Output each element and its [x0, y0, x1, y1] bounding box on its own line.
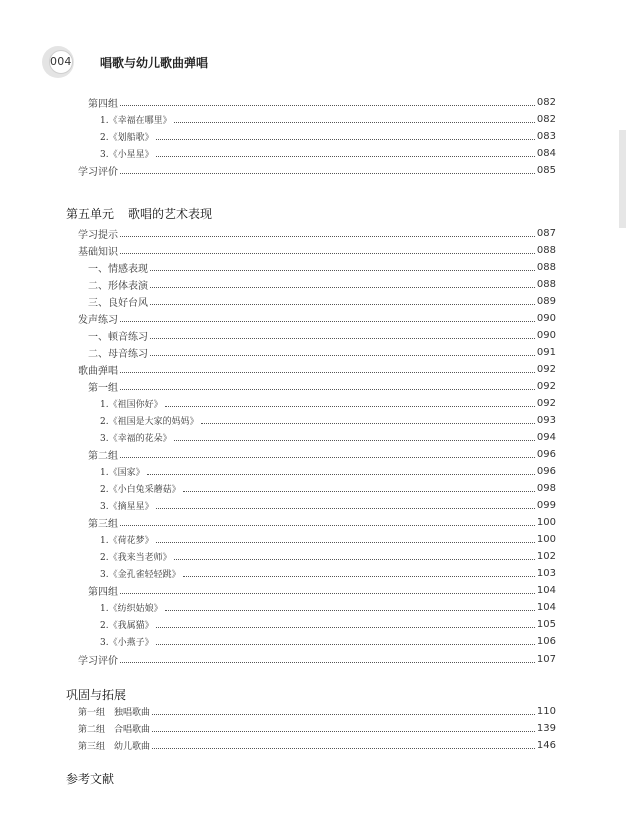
- toc-leader-dots: [120, 593, 535, 594]
- toc-leader-dots: [201, 423, 535, 424]
- toc-entry-label: 2.《祖国是大家的妈妈》: [100, 416, 199, 427]
- toc-entry-label: 二、形体表演: [88, 280, 148, 292]
- toc-leader-dots: [165, 610, 535, 611]
- toc-entry-label: 2.《我属猫》: [100, 620, 154, 631]
- toc-leader-dots: [120, 236, 535, 237]
- toc-page-number: 103: [536, 567, 556, 579]
- toc-leader-dots: [120, 525, 535, 526]
- toc-leader-dots: [183, 491, 535, 492]
- toc-entry-label: 第二组 合唱歌曲: [78, 724, 151, 735]
- toc-page-number: 096: [536, 448, 556, 460]
- toc-entry-label: 2.《划船歌》: [100, 132, 154, 143]
- toc-page-number: 089: [536, 295, 556, 307]
- toc-leader-dots: [152, 731, 535, 732]
- unit-name: 歌唱的艺术表现: [128, 207, 213, 221]
- toc-entry-label: 2.《我来当老师》: [100, 552, 172, 563]
- toc-entry-subsection[interactable]: [88, 276, 556, 292]
- toc-entry-label: 学习提示: [78, 229, 118, 241]
- toc-entry-song[interactable]: [100, 463, 556, 479]
- toc-entry-section[interactable]: [78, 242, 556, 258]
- toc-entry-song[interactable]: [100, 145, 556, 161]
- toc-entry-label: 1.《荷花梦》: [100, 535, 154, 546]
- toc-entry-label: 1.《祖国你好》: [100, 399, 163, 410]
- toc-entry-consolidation[interactable]: [78, 720, 556, 736]
- toc-page-number: 104: [536, 584, 556, 596]
- toc-entry-label: 三、良好台风: [88, 297, 148, 309]
- toc-entry-label: 第一组: [88, 382, 118, 394]
- toc-page-number: 088: [536, 244, 556, 256]
- toc-entry-label: 2.《小白兔采蘑菇》: [100, 484, 181, 495]
- toc-entry-label: 第三组: [88, 518, 118, 530]
- toc-entry-song[interactable]: [100, 395, 556, 411]
- toc-entry-label: 第三组 幼儿歌曲: [78, 741, 151, 752]
- toc-leader-dots: [120, 105, 535, 106]
- toc-entry-subsection[interactable]: [88, 259, 556, 275]
- toc-leader-dots: [150, 287, 535, 288]
- toc-page-number: 092: [536, 397, 556, 409]
- toc-page-number: 146: [536, 739, 556, 751]
- toc-leader-dots: [156, 627, 535, 628]
- toc-entry-song[interactable]: [100, 429, 556, 445]
- toc-entry-label: 歌曲弹唱: [78, 365, 118, 377]
- toc-entry-label: 学习评价: [78, 655, 118, 667]
- toc-entry-label: 基础知识: [78, 246, 118, 258]
- toc-leader-dots: [174, 440, 535, 441]
- unit-number: 第五单元: [66, 207, 115, 221]
- toc-leader-dots: [120, 321, 535, 322]
- toc-page-number: 110: [536, 705, 556, 717]
- toc-leader-dots: [120, 389, 535, 390]
- toc-entry-song[interactable]: [100, 633, 556, 649]
- toc-leader-dots: [150, 304, 535, 305]
- toc-entry-subsection[interactable]: [88, 293, 556, 309]
- toc-leader-dots: [152, 748, 535, 749]
- toc-entry-label: 一、情感表现: [88, 263, 148, 275]
- page-header: [40, 46, 600, 78]
- toc-entry-label: 发声练习: [78, 314, 118, 326]
- toc-page-number: 091: [536, 346, 556, 358]
- toc-entry-label: 第一组 独唱歌曲: [78, 707, 151, 718]
- toc-entry-song[interactable]: [100, 599, 556, 615]
- toc-page-number: 088: [536, 278, 556, 290]
- toc-entry-label: 1.《幸福在哪里》: [100, 115, 172, 126]
- toc-entry-section[interactable]: [78, 162, 556, 178]
- toc-page-number: 092: [536, 380, 556, 392]
- page-number-badge: [42, 46, 74, 78]
- toc-entry-section[interactable]: [78, 651, 556, 667]
- toc-page-number: 087: [536, 227, 556, 239]
- toc-entry-label: 1.《纺织姑娘》: [100, 603, 163, 614]
- toc-entry-label: 3.《幸福的花朵》: [100, 433, 172, 444]
- toc-page-number: 088: [536, 261, 556, 273]
- toc-entry-subsection[interactable]: [88, 344, 556, 360]
- book-title: 唱歌与幼儿歌曲弹唱: [100, 56, 209, 70]
- toc-entry-group[interactable]: [88, 94, 556, 110]
- toc-page-number: 104: [536, 601, 556, 613]
- toc-page-number: 100: [536, 533, 556, 545]
- consolidation-title[interactable]: 巩固与拓展: [66, 688, 127, 702]
- toc-entry-song[interactable]: [100, 531, 556, 547]
- toc-entry-song[interactable]: [100, 616, 556, 632]
- toc-entry-group[interactable]: [88, 446, 556, 462]
- toc-entry-song[interactable]: [100, 480, 556, 496]
- toc-leader-dots: [120, 662, 535, 663]
- toc-leader-dots: [120, 372, 535, 373]
- toc-page-number: 083: [536, 130, 556, 142]
- toc-entry-group[interactable]: [88, 378, 556, 394]
- toc-entry-label: 3.《金孔雀轻轻跳》: [100, 569, 181, 580]
- toc-leader-dots: [152, 714, 535, 715]
- toc-entry-label: 学习评价: [78, 166, 118, 178]
- side-tab-marker: [619, 130, 626, 228]
- toc-page-number: 100: [536, 516, 556, 528]
- toc-leader-dots: [150, 338, 535, 339]
- toc-page-number: 082: [536, 113, 556, 125]
- toc-entry-label: 第四组: [88, 98, 118, 110]
- toc-leader-dots: [150, 270, 535, 271]
- toc-leader-dots: [120, 457, 535, 458]
- toc-entry-section[interactable]: [78, 361, 556, 377]
- toc-entry-consolidation[interactable]: [78, 703, 556, 719]
- toc-entry-label: 二、母音练习: [88, 348, 148, 360]
- toc-page-number: 093: [536, 414, 556, 426]
- toc-page-number: 102: [536, 550, 556, 562]
- toc-entry-label: 3.《小星星》: [100, 149, 154, 160]
- toc-entry-label: 1.《国家》: [100, 467, 145, 478]
- toc-page-number: 139: [536, 722, 556, 734]
- toc-page-number: 098: [536, 482, 556, 494]
- toc-leader-dots: [150, 355, 535, 356]
- toc-leader-dots: [156, 542, 535, 543]
- toc-leader-dots: [147, 474, 535, 475]
- toc-entry-song[interactable]: [100, 548, 556, 564]
- toc-page-number: 094: [536, 431, 556, 443]
- toc-leader-dots: [174, 122, 535, 123]
- toc-page-number: 105: [536, 618, 556, 630]
- toc-page-number: 106: [536, 635, 556, 647]
- toc-entry-song[interactable]: [100, 565, 556, 581]
- page-number: 004: [50, 55, 72, 68]
- toc-entry-section[interactable]: [78, 225, 556, 241]
- toc-entry-label: 第二组: [88, 450, 118, 462]
- toc-leader-dots: [156, 508, 535, 509]
- toc-entry-subsection[interactable]: [88, 327, 556, 343]
- toc-leader-dots: [156, 139, 535, 140]
- toc-page-number: 085: [536, 164, 556, 176]
- toc-entry-song[interactable]: [100, 111, 556, 127]
- toc-entry-song[interactable]: [100, 497, 556, 513]
- toc-entry-label: 3.《小燕子》: [100, 637, 154, 648]
- toc-page-number: 099: [536, 499, 556, 511]
- toc-entry-label: 3.《摘星星》: [100, 501, 154, 512]
- toc-entry-song[interactable]: [100, 128, 556, 144]
- toc-leader-dots: [156, 644, 535, 645]
- toc-entry-consolidation[interactable]: [78, 737, 556, 753]
- toc-entry-song[interactable]: [100, 412, 556, 428]
- toc-page-number: 096: [536, 465, 556, 477]
- toc-entry-label: 第四组: [88, 586, 118, 598]
- toc-entry-label: 一、顿音练习: [88, 331, 148, 343]
- toc-page-number: 082: [536, 96, 556, 108]
- toc-entry-group[interactable]: [88, 582, 556, 598]
- toc-page-number: 092: [536, 363, 556, 375]
- toc-leader-dots: [183, 576, 535, 577]
- toc-leader-dots: [120, 253, 535, 254]
- toc-leader-dots: [120, 173, 535, 174]
- unit-title[interactable]: [66, 205, 212, 222]
- toc-entry-group[interactable]: [88, 514, 556, 530]
- toc-leader-dots: [165, 406, 535, 407]
- toc-page-number: 090: [536, 329, 556, 341]
- toc-page-number: 090: [536, 312, 556, 324]
- toc-entry-section[interactable]: [78, 310, 556, 326]
- toc-page-number: 084: [536, 147, 556, 159]
- references-title[interactable]: 参考文献: [66, 772, 115, 786]
- toc-leader-dots: [174, 559, 535, 560]
- toc-page-number: 107: [536, 653, 556, 665]
- toc-leader-dots: [156, 156, 535, 157]
